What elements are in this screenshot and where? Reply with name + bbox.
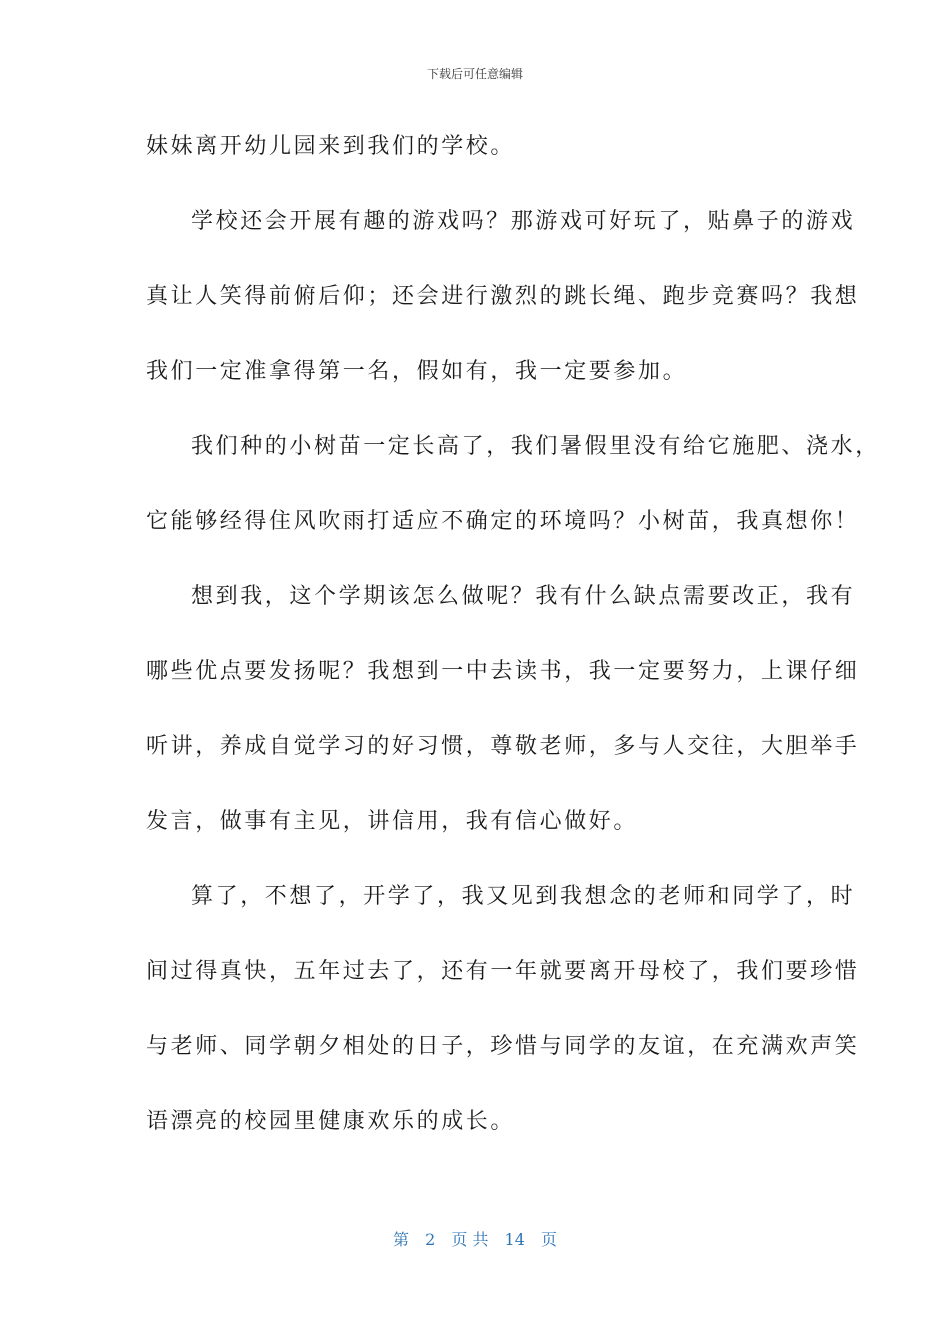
body-line: 妹妹离开幼儿园来到我们的学校。 bbox=[146, 134, 516, 159]
total-pages-number: 14 bbox=[504, 1230, 525, 1249]
body-line: 真让人笑得前俯后仰；还会进行激烈的跳长绳、跑步竞赛吗？我想 bbox=[146, 284, 860, 309]
body-line: 哪些优点要发扬呢？我想到一中去读书，我一定要努力，上课仔细 bbox=[146, 659, 860, 684]
body-line: 语漂亮的校园里健康欢乐的成长。 bbox=[146, 1109, 516, 1134]
body-line: 听讲，养成自觉学习的好习惯，尊敬老师，多与人交往，大胆举手 bbox=[146, 734, 860, 759]
footer-middle: 页 共 bbox=[451, 1230, 489, 1249]
paragraph-first-line: 我们种的小树苗一定长高了，我们暑假里没有给它施肥、浇水， bbox=[191, 434, 880, 459]
footer-prefix: 第 bbox=[392, 1230, 409, 1249]
body-line: 间过得真快，五年过去了，还有一年就要离开母校了，我们要珍惜 bbox=[146, 959, 860, 984]
current-page-number: 2 bbox=[425, 1230, 436, 1249]
paragraph-first-line: 算了，不想了，开学了，我又见到我想念的老师和同学了，时 bbox=[191, 884, 856, 909]
body-text bbox=[146, 127, 880, 1177]
page-header: 下载后可任意编辑 bbox=[426, 67, 523, 81]
body-line: 我们一定准拿得第一名，假如有，我一定要参加。 bbox=[146, 359, 688, 384]
paragraph-first-line: 学校还会开展有趣的游戏吗？那游戏可好玩了，贴鼻子的游戏 bbox=[191, 209, 856, 234]
body-line: 发言，做事有主见，讲信用，我有信心做好。 bbox=[146, 809, 639, 834]
body-line: 它能够经得住风吹雨打适应不确定的环境吗？小树苗，我真想你！ bbox=[146, 509, 860, 534]
page-footer bbox=[0, 1229, 950, 1251]
paragraph-first-line: 想到我，这个学期该怎么做呢？我有什么缺点需要改正，我有 bbox=[191, 584, 856, 609]
footer-suffix: 页 bbox=[541, 1230, 558, 1249]
body-line: 与老师、同学朝夕相处的日子，珍惜与同学的友谊，在充满欢声笑 bbox=[146, 1034, 860, 1059]
